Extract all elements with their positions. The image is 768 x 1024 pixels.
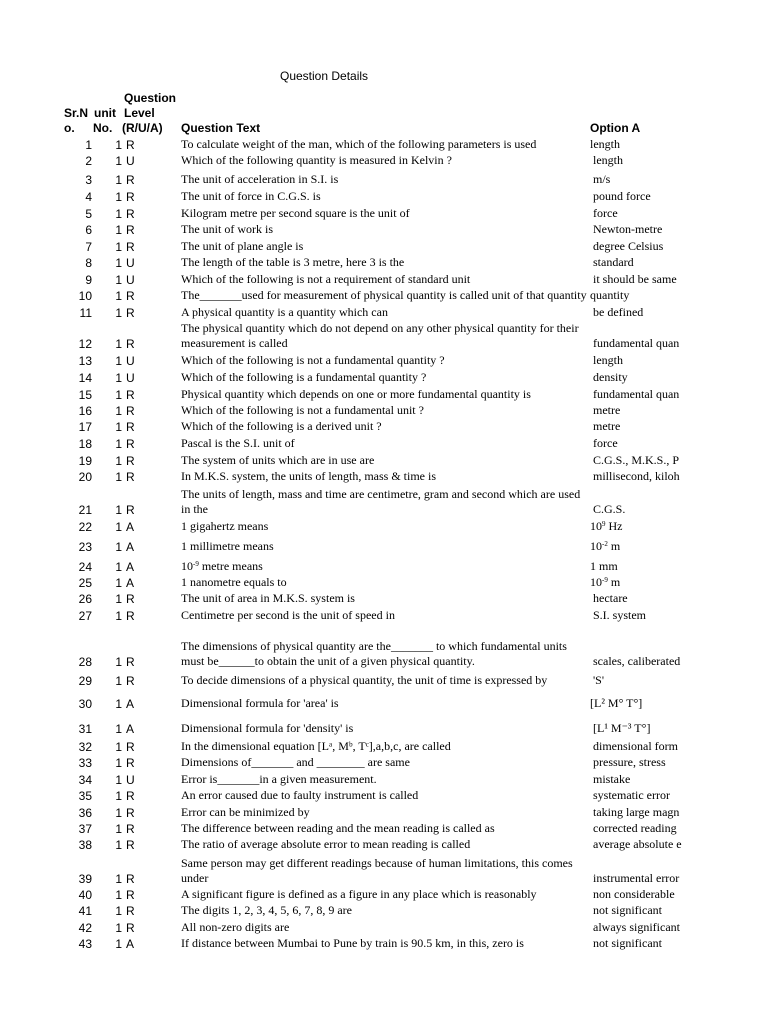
option-a-cell: 'S'	[593, 673, 604, 687]
unit-no-cell: 1	[115, 337, 122, 351]
level-cell: A	[126, 540, 135, 554]
question-text-cell: In the dimensional equation [Lᵃ, Mᵇ, Tᶜ],a,b,c, are called	[181, 739, 451, 753]
option-a-cell: pound force	[593, 189, 651, 203]
unit-no-cell: 1	[115, 921, 122, 935]
sr-no-cell: 28	[78, 655, 92, 669]
option-a-cell: [L¹ M⁻³ T°]	[593, 721, 651, 735]
unit-no-cell: 1	[115, 592, 122, 606]
question-text-cell: The system of units which are in use are	[181, 453, 375, 467]
table-row	[0, 574, 768, 590]
question-text-cell	[181, 559, 589, 574]
question-text-cell: The ratio of average absolute error to mean reading is called	[181, 837, 471, 851]
question-text-cell: To calculate weight of the man, which of the following parameters is used	[181, 137, 537, 151]
question-text-cell: If distance between Mumbai to Pune by train is 90.5 km, in this, zero is	[181, 936, 524, 950]
table-row	[0, 402, 768, 418]
question-text-cell: Which of the following is not a fundamental quantity ?	[181, 353, 445, 367]
question-text-cell: Kilogram metre per second square is the unit of	[181, 206, 410, 220]
table-row	[0, 518, 768, 534]
sr-no-cell: 6	[85, 223, 92, 237]
option-a-cell: Newton-metre	[593, 222, 663, 236]
table-row	[0, 435, 768, 451]
sr-no-cell: 3	[85, 173, 92, 187]
question-text-cell: The digits 1, 2, 3, 4, 5, 6, 7, 8, 9 are	[181, 903, 352, 917]
sr-no-cell: 39	[78, 872, 92, 886]
header-option-a: Option A	[590, 121, 641, 135]
table-row	[0, 820, 768, 836]
level-cell: U	[126, 256, 135, 270]
option-a-cell: systematic error	[593, 788, 670, 802]
unit-no-cell: 1	[115, 503, 122, 517]
table-row	[0, 170, 768, 187]
table-row	[0, 886, 768, 902]
table-row	[0, 238, 768, 254]
option-a-cell: force	[593, 206, 618, 220]
level-cell: R	[126, 838, 135, 852]
question-text-cell: Which of the following is a derived unit ?	[181, 419, 382, 433]
unit-no-cell: 1	[115, 240, 122, 254]
option-a-cell: fundamental quan	[593, 336, 680, 350]
level-cell: R	[126, 609, 135, 623]
option-a-cell: instrumental error	[593, 871, 680, 885]
sr-no-cell: 29	[78, 674, 92, 688]
sr-no-cell: 30	[78, 697, 92, 711]
unit-no-cell: 1	[115, 470, 122, 484]
table-row	[0, 369, 768, 385]
question-text-cell: Centimetre per second is the unit of speed in	[181, 608, 395, 622]
option-a-cell: hectare	[593, 591, 628, 605]
question-text-cell: In M.K.S. system, the units of length, mass & time is	[181, 469, 436, 483]
question-text-cell: The difference between reading and the mean reading is called as	[181, 821, 495, 835]
table-row	[0, 771, 768, 787]
option-a-cell: always significant	[593, 920, 680, 934]
level-cell: R	[126, 822, 135, 836]
option-a-cell: force	[593, 436, 618, 450]
table-row	[0, 607, 768, 623]
question-text-cell: All non-zero digits are	[181, 920, 290, 934]
sr-no-cell: 33	[78, 756, 92, 770]
option-a-cell: pressure, stress	[593, 755, 666, 769]
level-cell: A	[126, 576, 135, 590]
sr-no-cell: 20	[78, 470, 92, 484]
header-level-line3: (R/U/A)	[122, 121, 163, 135]
table-row	[0, 836, 768, 852]
question-text-cell: The units of length, mass and time are centimetre, gram and second which are used in the	[181, 487, 581, 516]
unit-no-cell: 1	[115, 576, 122, 590]
sr-no-cell: 35	[78, 789, 92, 803]
question-text-cell: The unit of area in M.K.S. system is	[181, 591, 355, 605]
header-unit-line2: No.	[93, 121, 113, 135]
option-a-cell: scales, caliberated	[593, 654, 681, 668]
question-text-cell: Error can be minimized by	[181, 805, 310, 819]
level-cell: R	[126, 306, 135, 320]
option-a-cell: metre	[593, 419, 621, 433]
unit-no-cell: 1	[115, 190, 122, 204]
option-a-cell: not significant	[593, 936, 662, 950]
table-row	[0, 152, 768, 168]
option-a-cell: length	[593, 153, 623, 167]
sr-no-cell: 31	[78, 722, 92, 736]
question-text-cell: Dimensional formula for 'area' is	[181, 696, 339, 710]
table-row	[0, 804, 768, 820]
option-rest: Hz	[605, 519, 623, 533]
table-row	[0, 590, 768, 606]
unit-no-cell: 1	[115, 740, 122, 754]
question-text-cell: Dimensions of_______ and ________ are same	[181, 755, 410, 769]
question-text-cell: Which of the following is not a fundamental unit ?	[181, 403, 424, 417]
level-cell: A	[126, 722, 135, 736]
header-unit-line1: unit	[94, 106, 116, 120]
sr-no-cell: 13	[78, 354, 92, 368]
table-row	[0, 902, 768, 918]
question-text-cell: 1 nanometre equals to	[181, 575, 287, 589]
sr-no-cell: 14	[78, 371, 92, 385]
question-text-cell: Dimensional formula for 'density' is	[181, 721, 354, 735]
unit-no-cell: 1	[115, 697, 122, 711]
sr-no-cell: 38	[78, 838, 92, 852]
unit-no-cell: 1	[115, 789, 122, 803]
option-a-cell: be defined	[593, 305, 644, 319]
table-row	[0, 556, 768, 574]
question-text-cell: The physical quantity which do not depend on any other physical quantity for their measurement is called	[181, 321, 579, 350]
sr-no-cell: 43	[78, 937, 92, 951]
unit-no-cell: 1	[115, 806, 122, 820]
option-a-cell: [L² M° T°]	[590, 696, 643, 710]
sr-no-cell: 32	[78, 740, 92, 754]
table-row	[0, 418, 768, 434]
option-a-cell: density	[593, 370, 628, 384]
sr-no-cell: 12	[78, 337, 92, 351]
sr-no-cell: 9	[85, 273, 92, 287]
level-cell: A	[126, 560, 135, 574]
table-row	[0, 738, 768, 754]
table-row	[0, 352, 768, 368]
sr-no-cell: 17	[78, 420, 92, 434]
option-a-cell: fundamental quan	[593, 387, 680, 401]
sr-no-cell: 16	[78, 404, 92, 418]
option-exponent: -2	[602, 540, 608, 548]
option-a-cell: corrected reading	[593, 821, 677, 835]
sr-no-cell: 2	[85, 154, 92, 168]
unit-no-cell: 1	[115, 888, 122, 902]
unit-no-cell: 1	[115, 937, 122, 951]
level-cell: R	[126, 289, 135, 303]
table-row	[0, 254, 768, 270]
question-text-cell: An error caused due to faulty instrument is called	[181, 788, 419, 802]
option-a-cell	[590, 575, 682, 590]
question-text-cell: A physical quantity is a quantity which can	[181, 305, 388, 319]
sr-no-cell: 1	[85, 138, 92, 152]
option-base: 10	[590, 575, 602, 589]
level-cell: U	[126, 273, 135, 287]
option-a-cell: degree Celsius	[593, 239, 664, 253]
table-row	[0, 919, 768, 935]
question-rest: metre means	[198, 559, 263, 573]
level-cell: R	[126, 756, 135, 770]
sr-no-cell: 7	[85, 240, 92, 254]
unit-no-cell: 1	[115, 904, 122, 918]
level-cell: A	[126, 520, 135, 534]
unit-no-cell: 1	[115, 223, 122, 237]
level-cell: U	[126, 354, 135, 368]
level-cell: R	[126, 655, 135, 669]
question-text-cell: To decide dimensions of a physical quantity, the unit of time is expressed by	[181, 673, 548, 687]
unit-no-cell: 1	[115, 773, 122, 787]
table-row	[0, 205, 768, 221]
option-a-cell: mistake	[593, 772, 631, 786]
level-cell: R	[126, 789, 135, 803]
question-exponent: -9	[193, 560, 199, 568]
option-a-cell: average absolute e	[593, 837, 682, 851]
option-rest: m	[607, 539, 621, 553]
level-cell: R	[126, 592, 135, 606]
unit-no-cell: 1	[115, 722, 122, 736]
option-a-cell: quantity	[590, 288, 630, 302]
option-a-cell: C.G.S.	[593, 502, 626, 516]
level-cell: R	[126, 454, 135, 468]
sr-no-cell: 23	[78, 540, 92, 554]
table-row	[0, 468, 768, 484]
option-base: 10	[590, 519, 602, 533]
question-text-cell: The dimensions of physical quantity are the_______ to which fundamental units must be______to obtain the unit of a given physical quantity.	[181, 639, 567, 668]
unit-no-cell: 1	[115, 306, 122, 320]
option-a-cell: C.G.S., M.K.S., P	[593, 453, 680, 467]
sr-no-cell: 42	[78, 921, 92, 935]
level-cell: U	[126, 371, 135, 385]
level-cell: R	[126, 173, 135, 187]
sr-no-cell: 22	[78, 520, 92, 534]
level-cell: R	[126, 470, 135, 484]
unit-no-cell: 1	[115, 838, 122, 852]
table-row	[0, 321, 768, 351]
unit-no-cell: 1	[115, 256, 122, 270]
level-cell: R	[126, 437, 135, 451]
question-text-cell: The length of the table is 3 metre, here 3 is the	[181, 255, 405, 269]
question-text-cell: 1 millimetre means	[181, 539, 274, 553]
unit-no-cell: 1	[115, 560, 122, 574]
table-row	[0, 935, 768, 951]
option-a-cell: m/s	[593, 172, 611, 186]
level-cell: R	[126, 888, 135, 902]
option-a-cell: metre	[593, 403, 621, 417]
sr-no-cell: 4	[85, 190, 92, 204]
sr-no-cell: 25	[78, 576, 92, 590]
table-row	[0, 136, 768, 152]
table-row	[0, 487, 768, 517]
table-row	[0, 221, 768, 237]
option-a-cell: non considerable	[593, 887, 675, 901]
table-row	[0, 672, 768, 688]
unit-no-cell: 1	[115, 173, 122, 187]
question-text-cell: The unit of plane angle is	[181, 239, 304, 253]
option-rest: m	[607, 575, 621, 589]
unit-no-cell: 1	[115, 437, 122, 451]
table-row	[0, 386, 768, 402]
option-exponent: 9	[602, 520, 606, 528]
table-row	[0, 639, 768, 669]
question-text-cell: Same person may get different readings because of human limitations, this comes under	[181, 856, 573, 885]
header-sr-line2: o.	[64, 121, 75, 135]
question-text-cell: Pascal is the S.I. unit of	[181, 436, 295, 450]
sr-no-cell: 5	[85, 207, 92, 221]
option-exponent: -9	[602, 576, 608, 584]
option-a-cell: 1 mm	[590, 559, 618, 573]
table-row	[0, 536, 768, 554]
level-cell: R	[126, 420, 135, 434]
header-level-line1: Question	[124, 91, 177, 105]
sr-no-cell: 37	[78, 822, 92, 836]
unit-no-cell: 1	[115, 207, 122, 221]
table-row	[0, 188, 768, 204]
unit-no-cell: 1	[115, 609, 122, 623]
question-text-cell: Which of the following is a fundamental quantity ?	[181, 370, 427, 384]
level-cell: R	[126, 503, 135, 517]
question-base: 10	[181, 559, 193, 573]
unit-no-cell: 1	[115, 540, 122, 554]
question-text-cell: The_______used for measurement of physical quantity is called unit of that quantity	[181, 288, 587, 302]
unit-no-cell: 1	[115, 674, 122, 688]
unit-no-cell: 1	[115, 756, 122, 770]
header-level-line2: Level	[124, 106, 155, 120]
level-cell: R	[126, 240, 135, 254]
unit-no-cell: 1	[115, 138, 122, 152]
level-cell: R	[126, 872, 135, 886]
level-cell: U	[126, 773, 135, 787]
option-base: 10	[590, 539, 602, 553]
sr-no-cell: 18	[78, 437, 92, 451]
unit-no-cell: 1	[115, 354, 122, 368]
sr-no-cell: 24	[78, 560, 92, 574]
sr-no-cell: 8	[85, 256, 92, 270]
option-a-cell: S.I. system	[593, 608, 647, 622]
option-a-cell: standard	[593, 255, 634, 269]
option-a-cell: length	[590, 137, 620, 151]
sr-no-cell: 19	[78, 454, 92, 468]
unit-no-cell: 1	[115, 655, 122, 669]
level-cell: R	[126, 337, 135, 351]
question-text-cell: The unit of work is	[181, 222, 273, 236]
level-cell: R	[126, 138, 135, 152]
level-cell: R	[126, 223, 135, 237]
level-cell: R	[126, 404, 135, 418]
level-cell: U	[126, 154, 135, 168]
unit-no-cell: 1	[115, 154, 122, 168]
question-text-cell: 1 gigahertz means	[181, 519, 269, 533]
question-text-cell: Which of the following is not a requirement of standard unit	[181, 272, 471, 286]
sr-no-cell: 40	[78, 888, 92, 902]
question-text-cell: Physical quantity which depends on one or more fundamental quantity is	[181, 387, 531, 401]
level-cell: R	[126, 904, 135, 918]
table-row	[0, 452, 768, 468]
table-row	[0, 692, 768, 711]
sr-no-cell: 26	[78, 592, 92, 606]
option-a-cell: dimensional form	[593, 739, 678, 753]
table-row	[0, 856, 768, 886]
unit-no-cell: 1	[115, 520, 122, 534]
level-cell: R	[126, 207, 135, 221]
option-a-cell	[590, 539, 682, 554]
table-row	[0, 717, 768, 736]
level-cell: R	[126, 806, 135, 820]
table-row	[0, 754, 768, 770]
question-text-cell: A significant figure is defined as a figure in any place which is reasonably	[181, 887, 537, 901]
level-cell: R	[126, 674, 135, 688]
level-cell: A	[126, 697, 135, 711]
level-cell: R	[126, 740, 135, 754]
level-cell: R	[126, 190, 135, 204]
unit-no-cell: 1	[115, 822, 122, 836]
question-text-cell: The unit of acceleration in S.I. is	[181, 172, 339, 186]
question-text-cell: The unit of force in C.G.S. is	[181, 189, 321, 203]
option-a-cell: millisecond, kiloh	[593, 469, 680, 483]
unit-no-cell: 1	[115, 404, 122, 418]
table-row	[0, 304, 768, 320]
header-sr-line1: Sr.N	[64, 106, 89, 120]
sr-no-cell: 34	[78, 773, 92, 787]
table-row	[0, 271, 768, 287]
level-cell: R	[126, 388, 135, 402]
header-question-text: Question Text	[181, 121, 261, 135]
sr-no-cell: 15	[78, 388, 92, 402]
sheet-title: Question Details	[280, 69, 369, 83]
unit-no-cell: 1	[115, 371, 122, 385]
question-text-cell: Which of the following quantity is measured in Kelvin ?	[181, 153, 452, 167]
sr-no-cell: 11	[79, 306, 92, 320]
question-text-cell: Error is_______in a given measurement.	[181, 772, 377, 786]
sr-no-cell: 21	[78, 503, 92, 517]
unit-no-cell: 1	[115, 388, 122, 402]
unit-no-cell: 1	[115, 420, 122, 434]
sr-no-cell: 41	[78, 904, 92, 918]
table-row	[0, 287, 768, 303]
unit-no-cell: 1	[115, 872, 122, 886]
unit-no-cell: 1	[115, 273, 122, 287]
sr-no-cell: 10	[78, 289, 92, 303]
option-a-cell: not significant	[593, 903, 662, 917]
unit-no-cell: 1	[115, 454, 122, 468]
option-a-cell: length	[593, 353, 623, 367]
option-a-cell: it should be same	[593, 272, 677, 286]
option-a-cell: taking large magn	[593, 805, 680, 819]
level-cell: R	[126, 921, 135, 935]
option-a-cell	[590, 519, 682, 534]
level-cell: A	[126, 937, 135, 951]
sr-no-cell: 36	[78, 806, 92, 820]
sr-no-cell: 27	[78, 609, 92, 623]
unit-no-cell: 1	[115, 289, 122, 303]
table-row	[0, 787, 768, 803]
